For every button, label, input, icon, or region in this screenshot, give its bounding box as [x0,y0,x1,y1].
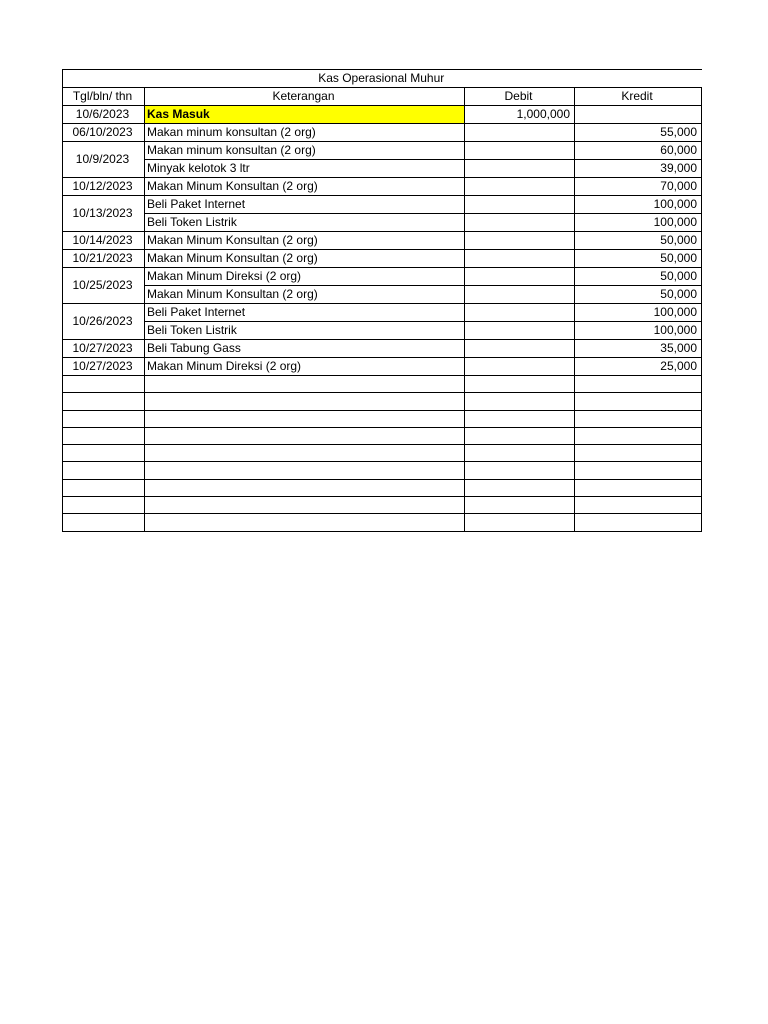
empty-cell[interactable] [575,479,702,496]
debit-cell[interactable] [465,160,575,178]
date-cell[interactable]: 10/27/2023 [63,358,145,376]
debit-cell[interactable] [465,268,575,286]
description-cell[interactable]: Makan Minum Konsultan (2 org) [145,178,465,196]
description-cell[interactable]: Kas Masuk [145,106,465,124]
empty-cell[interactable] [63,462,145,479]
description-cell[interactable]: Beli Paket Internet [145,196,465,214]
date-cell[interactable]: 06/10/2023 [63,124,145,142]
description-cell[interactable]: Makan minum konsultan (2 org) [145,142,465,160]
debit-cell[interactable] [465,214,575,232]
kredit-cell[interactable]: 70,000 [575,178,702,196]
empty-cell[interactable] [465,497,575,514]
table-row [63,322,702,340]
empty-cell[interactable] [575,497,702,514]
empty-row [63,497,702,514]
empty-cell[interactable] [63,393,145,410]
description-cell[interactable]: Beli Token Listrik [145,214,465,232]
table-row [63,340,702,358]
table-row [63,196,702,214]
header-description[interactable]: Keterangan [145,88,465,106]
empty-row [63,427,702,444]
kredit-cell[interactable]: 50,000 [575,268,702,286]
debit-cell[interactable] [465,304,575,322]
description-cell[interactable]: Beli Token Listrik [145,322,465,340]
table-row [63,142,702,160]
empty-cell[interactable] [465,445,575,462]
empty-cell[interactable] [575,410,702,427]
table-row [63,286,702,304]
empty-cell[interactable] [465,393,575,410]
table-row [63,214,702,232]
empty-cell[interactable] [145,514,465,531]
empty-cell[interactable] [465,410,575,427]
debit-cell[interactable] [465,178,575,196]
debit-cell[interactable]: 1,000,000 [465,106,575,124]
table-row [63,304,702,322]
empty-cell[interactable] [145,462,465,479]
empty-cell[interactable] [465,462,575,479]
empty-row [63,393,702,410]
empty-row [63,462,702,479]
sheet-title[interactable]: Kas Operasional Muhur [63,70,702,88]
empty-cell[interactable] [465,376,575,393]
description-cell[interactable]: Makan Minum Direksi (2 org) [145,268,465,286]
empty-cell[interactable] [63,376,145,393]
description-cell[interactable]: Minyak kelotok 3 ltr [145,160,465,178]
header-kredit[interactable]: Kredit [575,88,702,106]
date-cell[interactable]: 10/27/2023 [63,340,145,358]
date-cell[interactable]: 10/25/2023 [63,268,145,304]
table-row [63,268,702,286]
debit-cell[interactable] [465,232,575,250]
empty-row [63,376,702,393]
description-cell[interactable]: Makan Minum Konsultan (2 org) [145,286,465,304]
debit-cell[interactable] [465,358,575,376]
empty-cell[interactable] [145,427,465,444]
description-cell[interactable]: Beli Tabung Gass [145,340,465,358]
header-date[interactable]: Tgl/bln/ thn [63,88,145,106]
date-cell[interactable]: 10/26/2023 [63,304,145,340]
kredit-cell[interactable] [575,106,702,124]
table-row [63,106,702,124]
header-debit[interactable]: Debit [465,88,575,106]
empty-cell[interactable] [465,479,575,496]
empty-cell[interactable] [145,410,465,427]
header-row [63,88,702,106]
kredit-cell[interactable]: 50,000 [575,250,702,268]
empty-row [63,445,702,462]
empty-cell[interactable] [465,514,575,531]
cash-ledger-table [62,69,702,532]
debit-cell[interactable] [465,286,575,304]
empty-cell[interactable] [145,497,465,514]
empty-cell[interactable] [575,514,702,531]
description-cell[interactable]: Makan Minum Direksi (2 org) [145,358,465,376]
kredit-cell[interactable]: 25,000 [575,358,702,376]
date-cell[interactable]: 10/6/2023 [63,106,145,124]
description-cell[interactable]: Makan minum konsultan (2 org) [145,124,465,142]
kredit-cell[interactable]: 60,000 [575,142,702,160]
debit-cell[interactable] [465,196,575,214]
empty-cell[interactable] [465,427,575,444]
empty-cell[interactable] [63,479,145,496]
kredit-cell[interactable]: 35,000 [575,340,702,358]
empty-cell[interactable] [63,410,145,427]
kredit-cell[interactable]: 50,000 [575,286,702,304]
table-row [63,232,702,250]
empty-cell[interactable] [145,376,465,393]
kredit-cell[interactable]: 100,000 [575,322,702,340]
description-cell[interactable]: Makan Minum Konsultan (2 org) [145,232,465,250]
kredit-cell[interactable]: 100,000 [575,214,702,232]
empty-cell[interactable] [575,393,702,410]
description-cell[interactable]: Makan Minum Konsultan (2 org) [145,250,465,268]
kredit-cell[interactable]: 50,000 [575,232,702,250]
kredit-cell[interactable]: 100,000 [575,304,702,322]
empty-cell[interactable] [575,445,702,462]
empty-cell[interactable] [63,514,145,531]
kredit-cell[interactable]: 39,000 [575,160,702,178]
kredit-cell[interactable]: 55,000 [575,124,702,142]
empty-cell[interactable] [63,497,145,514]
debit-cell[interactable] [465,340,575,358]
empty-cell[interactable] [145,393,465,410]
title-row [63,70,702,88]
date-cell[interactable]: 10/21/2023 [63,250,145,268]
table-row [63,250,702,268]
empty-cell[interactable] [145,445,465,462]
table-row [63,358,702,376]
empty-cell[interactable] [575,376,702,393]
table-row [63,178,702,196]
debit-cell[interactable] [465,250,575,268]
debit-cell[interactable] [465,142,575,160]
description-cell[interactable]: Beli Paket Internet [145,304,465,322]
date-cell[interactable]: 10/13/2023 [63,196,145,232]
empty-row [63,479,702,496]
table-row [63,160,702,178]
debit-cell[interactable] [465,124,575,142]
empty-row [63,410,702,427]
debit-cell[interactable] [465,322,575,340]
date-cell[interactable]: 10/9/2023 [63,142,145,178]
table-row [63,124,702,142]
empty-row [63,514,702,531]
empty-cell[interactable] [63,445,145,462]
date-cell[interactable]: 10/14/2023 [63,232,145,250]
empty-cell[interactable] [575,462,702,479]
date-cell[interactable]: 10/12/2023 [63,178,145,196]
empty-cell[interactable] [63,427,145,444]
kredit-cell[interactable]: 100,000 [575,196,702,214]
empty-cell[interactable] [145,479,465,496]
empty-cell[interactable] [575,427,702,444]
